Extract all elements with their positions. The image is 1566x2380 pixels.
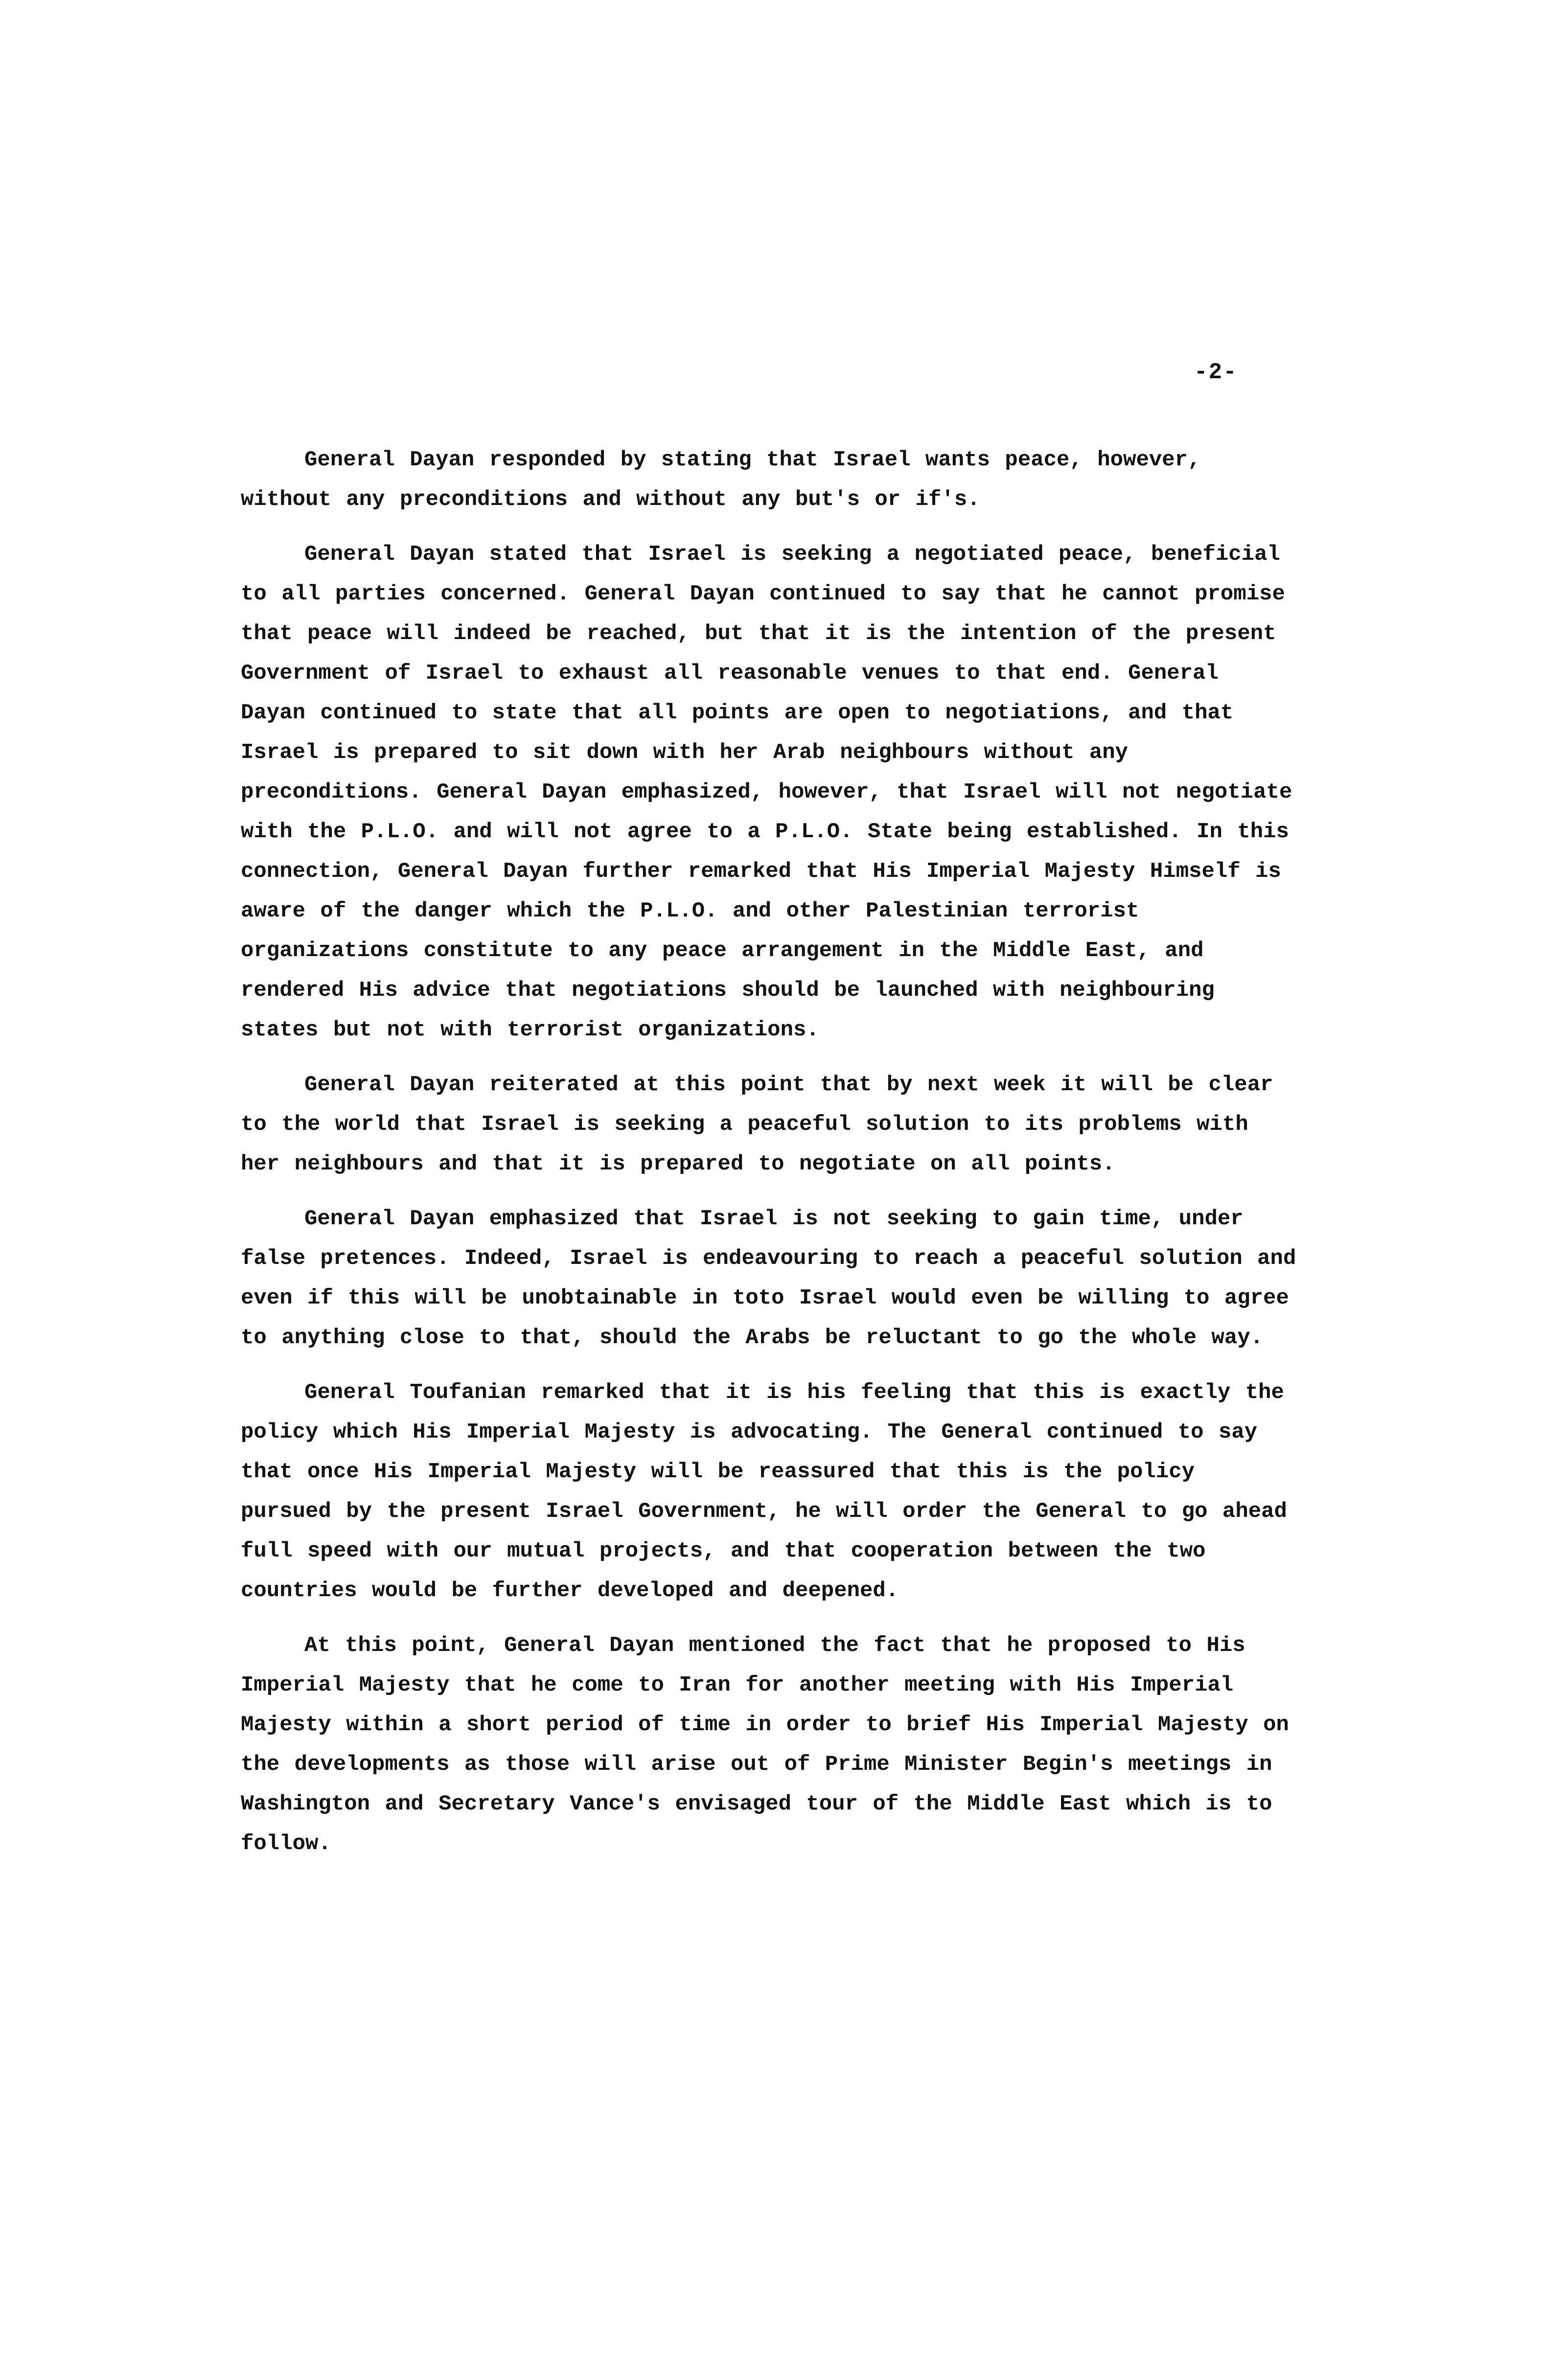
- paragraph-1: General Dayan responded by stating that Israel wants peace, however, without any preconditions and without any but's or if's.: [241, 448, 1201, 512]
- paragraph-5: General Toufanian remarked that it is his feeling that this is exactly the policy which His Imperial Majesty is advocating. The General continued to say that once His Imperial Majesty will be reassured that this is the policy pursued by the present Israel Government, he will order the General to go ahead full speed with our mutual projects, and that cooperation between the two countries would be further developed and deepened.: [241, 1380, 1287, 1603]
- paragraph-6: At this point, General Dayan mentioned the fact that he proposed to His Imperial Majesty that he come to Iran for another meeting with His Imperial Majesty within a short period of time in order to brief His Imperial Majesty on the developments as those will arise out of Prime Minister Begin's meetings in Washington and Secretary Vance's envisaged tour of the Middle East which is to follow.: [241, 1633, 1289, 1856]
- paragraph-3: General Dayan reiterated at this point that by next week it will be clear to the world that Israel is seeking a peaceful solution to its problems with her neighbours and that it is prepared to negotiate on all points.: [241, 1073, 1273, 1176]
- paragraph-2: General Dayan stated that Israel is seeking a negotiated peace, beneficial to all parties concerned. General Dayan continued to say that he cannot promise that peace will indeed be reached, but that it is the intention of the present Government of Israel to exhaust all reasonable venues to that end. General Dayan continued to state that all points are open to negotiations, and that Israel is prepared to sit down with her Arab neighbours without any preconditions. General Dayan emphasized, however, that Israel will not negotiate with the P.L.O. and will not agree to a P.L.O. State being established. In this connection, General Dayan further remarked that His Imperial Majesty Himself is aware of the danger which the P.L.O. and other Palestinian terrorist organizations constitute to any peace arrangement in the Middle East, and rendered His advice that negotiations should be launched with neighbouring states but not with terrorist organizations.: [241, 542, 1292, 1042]
- page-number: -2-: [1194, 360, 1238, 385]
- paragraph-4: General Dayan emphasized that Israel is not seeking to gain time, under false pretences. Indeed, Israel is endeavouring to reach a peaceful solution and even if this will be unobtainable in toto Israel would even be willing to agree to anything close to that, should the Arabs be reluctant to go the whole way.: [241, 1207, 1296, 1350]
- document-body: [241, 440, 1298, 1879]
